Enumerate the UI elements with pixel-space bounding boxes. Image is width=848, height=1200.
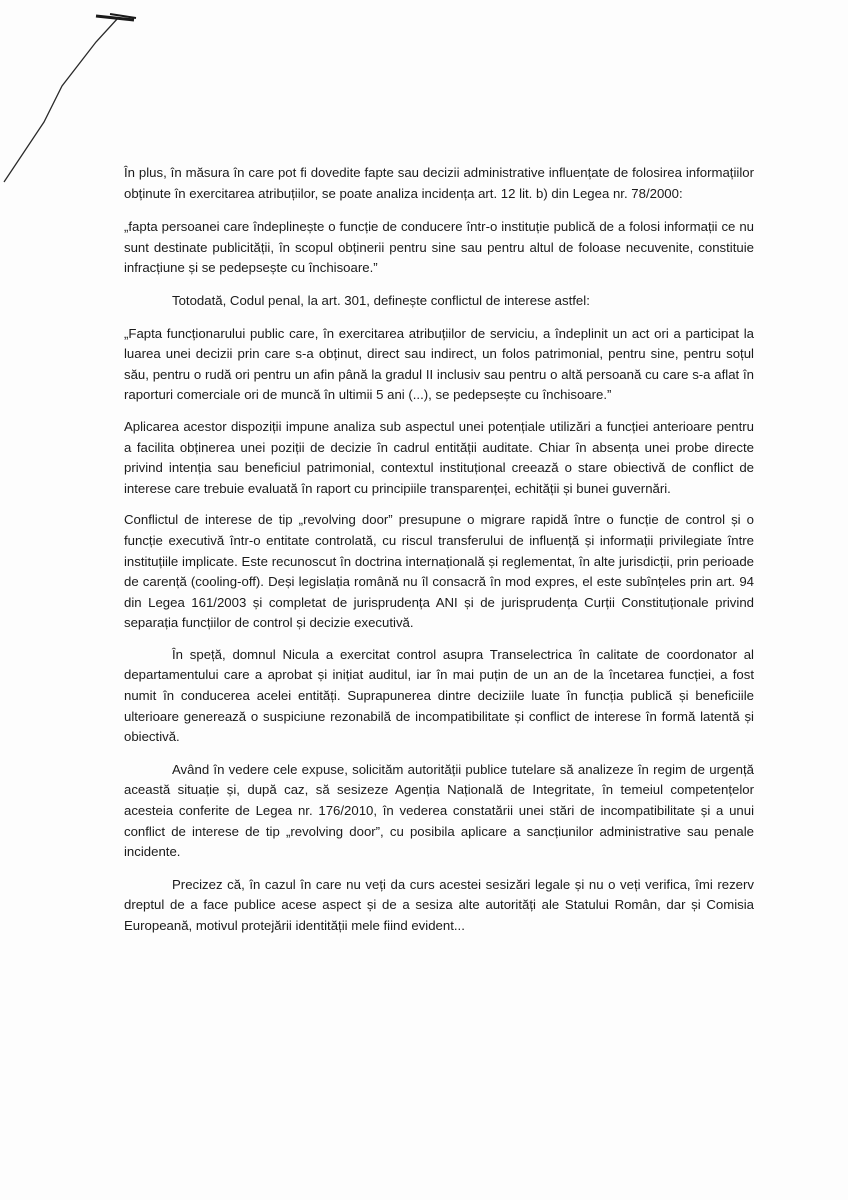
page-corner-fold-mark <box>0 0 140 200</box>
paragraph-case-facts: În speță, domnul Nicula a exercitat control asupra Transelectrica în calitate de coordonator al departamentului care a aprobat și inițiat auditul, iar în mai puțin de un an de la încetarea funcției, a fost numit în conducerea acelei entități. Suprapunerea dintre deciziile luate în funcția publică și beneficiile ulterioare generează o suspiciune rezonabilă de incompatibilitate și conflict de interese în formă latentă și obiectivă. <box>124 646 754 745</box>
paragraph-closing-reservation: Precizez că, în cazul în care nu veți da curs acestei sesizări legale și nu o veți verifica, îmi rezerv dreptul de a face publice acese aspect și de a sesiza alte autorități ale Statului Român, dar și Comisia Europeană, motivul protejării identității mele fiind evident... <box>124 876 754 933</box>
paragraph-quote-penal-code-art-301: „Fapta funcționarului public care, în exercitarea atribuțiilor de serviciu, a îndeplinit un act ori a participat la luarea unei decizii prin care s-a obținut, direct sau indirect, un folos patrimonial, pentru sine, pentru soțul său, pentru o rudă ori pentru un afin până la gradul II inclusiv sau pentru o altă persoană cu care s-a aflat în raporturi comerciale ori de muncă în ultimii 5 ani (...), se pedepsește cu închisoare.” <box>124 325 754 403</box>
document-body <box>124 163 754 947</box>
paragraph-penal-code-intro: Totodată, Codul penal, la art. 301, definește conflictul de interese astfel: <box>172 292 590 308</box>
paragraph-application-analysis: Aplicarea acestor dispoziții impune analiza sub aspectul unei potențiale utilizări a funcției anterioare pentru a facilita obținerea unei poziții de decizie în cadrul entității auditate. Chiar în absența unei probe directe privind intenția sau beneficiul patrimonial, contextul instituțional creează o stare obiectivă de conflict de interese care trebuie evaluată în raport cu principiile transparenței, echității și bunei guvernări. <box>124 418 754 496</box>
paragraph-quote-law-78-2000: „fapta persoanei care îndeplinește o funcție de conducere într-o instituție publică de a folosi informații ce nu sunt destinate publicității, în scopul obținerii pentru sine sau pentru altul de foloase necuvenite, constituie infracțiune și se pedepsește cu închisoare.” <box>124 219 754 276</box>
paragraph-revolving-door: Conflictul de interese de tip „revolving door” presupune o migrare rapidă între o funcție de control și o funcție executivă într-o entitate controlată, cu riscul transferului de influență și informații privilegiate între instituțiile implicate. Este recunoscut în doctrina internațională și reglementat, în alte jurisdicții, prin perioade de carență (cooling-off). Deși legislația română nu îl consacră în mod expres, el este subînțeles prin art. 94 din Legea 161/2003 și completat de jurisprudența ANI și de jurisprudența Curții Constituționale privind separația funcțiilor de control și decizie executivă. <box>124 512 754 631</box>
paragraph-intro-law-78-2000: În plus, în măsura în care pot fi dovedite fapte sau decizii administrative influențate de folosirea informațiilor obținute în exercitarea atribuțiilor, se poate analiza incidența art. 12 lit. b) din Legea nr. 78/2000: <box>124 165 754 201</box>
paragraph-request: Având în vedere cele expuse, solicităm autorității publice tutelare să analizeze în regim de urgență această situație și, după caz, să sesizeze Agenția Națională de Integritate, în temeiul competențelor acesteia conferite de Legea nr. 176/2010, în vederea constatării unei stări de incompatibilitate și a unui conflict de interese de tip „revolving door”, cu posibila aplicare a sancțiunilor administrative sau penale incidente. <box>124 761 754 860</box>
